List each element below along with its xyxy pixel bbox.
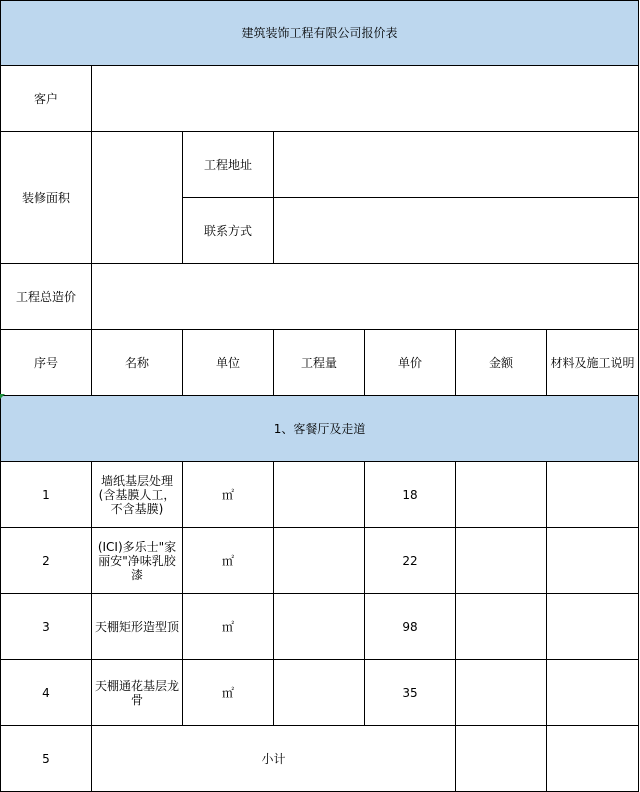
row-amount[interactable] [456,594,547,660]
subtotal-no[interactable]: 5 [1,726,92,792]
row-name[interactable]: 墙纸基层处理(含基膜人工，不含基膜) [92,462,183,528]
column-header-price[interactable]: 单价 [365,330,456,396]
row-price[interactable]: 98 [365,594,456,660]
contact-label[interactable]: 联系方式 [183,198,274,264]
row-no[interactable]: 3 [1,594,92,660]
row-no[interactable]: 4 [1,660,92,726]
row-amount[interactable] [456,462,547,528]
table-row [1,660,639,726]
subtotal-label[interactable]: 小计 [92,726,456,792]
row-name[interactable]: 天棚通花基层龙骨 [92,660,183,726]
subtotal-note[interactable] [547,726,639,792]
row-amount[interactable] [456,660,547,726]
table-row [1,462,639,528]
row-no[interactable]: 1 [1,462,92,528]
area-label[interactable]: 装修面积 [1,132,92,264]
row-amount[interactable] [456,528,547,594]
column-header-row [1,330,639,396]
customer-row [1,66,639,132]
row-price[interactable]: 22 [365,528,456,594]
row-unit[interactable]: ㎡ [183,462,274,528]
table-row [1,594,639,660]
column-header-unit[interactable]: 单位 [183,330,274,396]
row-name[interactable]: (ICI)多乐士"家丽安"净味乳胶漆 [92,528,183,594]
row-note[interactable] [547,462,639,528]
row-price[interactable]: 18 [365,462,456,528]
subtotal-row [1,726,639,792]
row-price[interactable]: 35 [365,660,456,726]
row-unit[interactable]: ㎡ [183,594,274,660]
row-note[interactable] [547,660,639,726]
row-note[interactable] [547,594,639,660]
cell-comment-marker [0,394,5,399]
table-row [1,528,639,594]
subtotal-amount[interactable] [456,726,547,792]
customer-label[interactable]: 客户 [1,66,92,132]
row-unit[interactable]: ㎡ [183,528,274,594]
row-unit[interactable]: ㎡ [183,660,274,726]
address-value-cell[interactable] [274,132,639,198]
sheet-title[interactable]: 建筑装饰工程有限公司报价表 [1,1,639,66]
total-label[interactable]: 工程总造价 [1,264,92,330]
row-qty[interactable] [274,660,365,726]
column-header-no[interactable]: 序号 [1,330,92,396]
row-note[interactable] [547,528,639,594]
area-value-cell[interactable] [92,132,183,264]
customer-value-cell[interactable] [92,66,639,132]
address-label[interactable]: 工程地址 [183,132,274,198]
total-value-cell[interactable] [92,264,639,330]
row-no[interactable]: 2 [1,528,92,594]
section-title[interactable]: 1、客餐厅及走道 [1,396,639,462]
column-header-note[interactable]: 材料及施工说明 [547,330,639,396]
section-row [1,396,639,462]
total-row [1,264,639,330]
column-header-name[interactable]: 名称 [92,330,183,396]
row-qty[interactable] [274,528,365,594]
column-header-qty[interactable]: 工程量 [274,330,365,396]
row-name[interactable]: 天棚矩形造型顶 [92,594,183,660]
row-qty[interactable] [274,594,365,660]
column-header-amount[interactable]: 金额 [456,330,547,396]
title-row [1,1,639,66]
address-row [1,132,639,198]
contact-value-cell[interactable] [274,198,639,264]
row-qty[interactable] [274,462,365,528]
